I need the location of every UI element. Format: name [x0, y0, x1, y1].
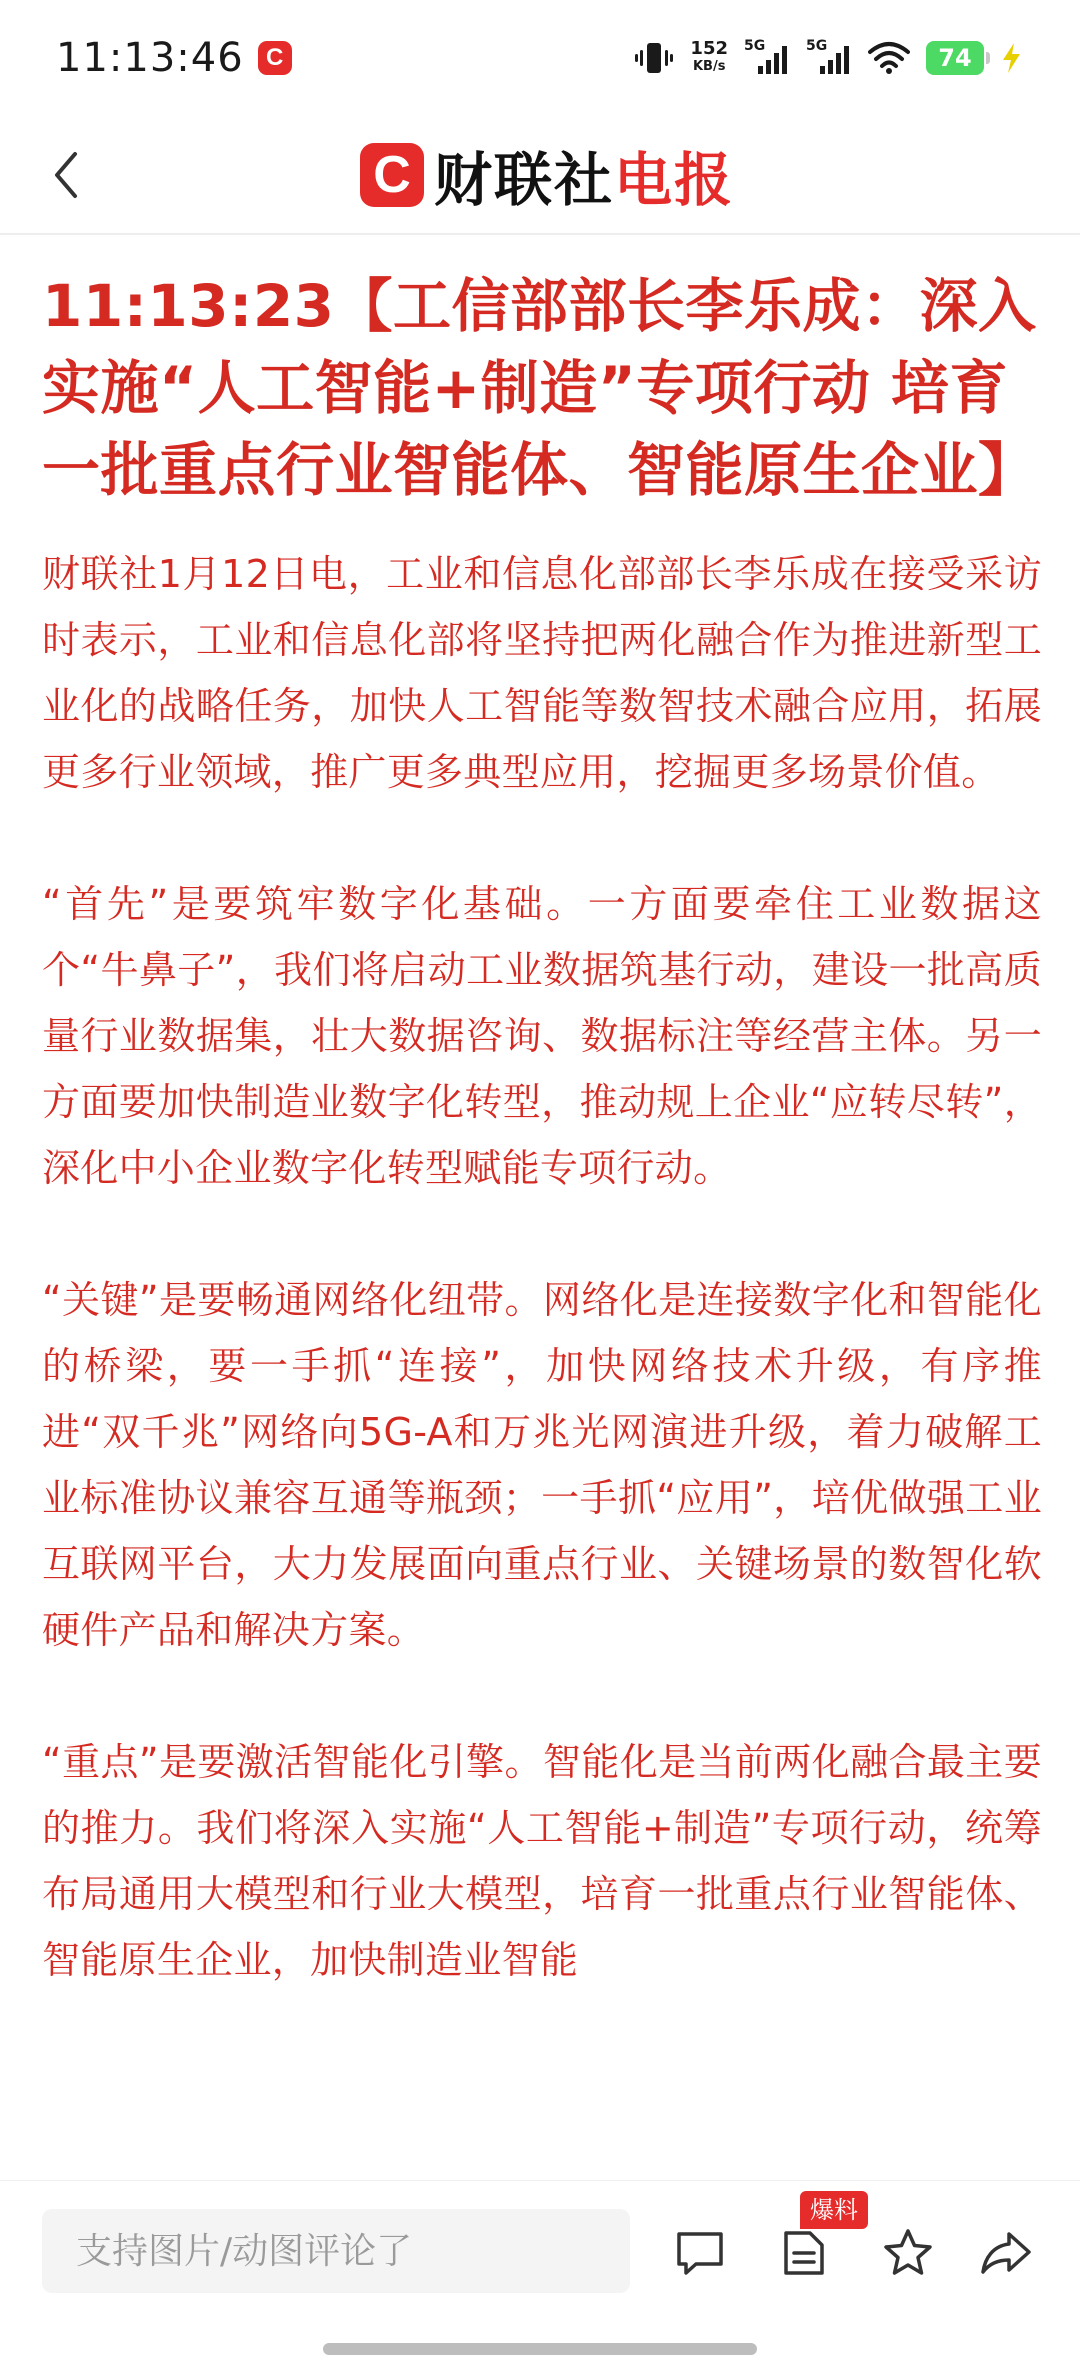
baoliao-button[interactable]	[776, 2225, 832, 2281]
battery-icon: 74	[926, 41, 984, 75]
signal-label-2: 5G	[806, 37, 828, 54]
brand-name-red: 电报	[614, 146, 735, 214]
chevron-left-icon	[51, 150, 81, 200]
document-icon	[780, 2227, 828, 2279]
charging-icon	[1000, 42, 1022, 74]
article-body	[42, 265, 1042, 2180]
status-time: 11:13:46	[56, 34, 244, 81]
status-left	[56, 35, 292, 81]
app-header	[0, 115, 1080, 235]
back-button[interactable]	[36, 145, 96, 205]
comment-input[interactable]	[42, 2209, 630, 2293]
network-speed-value: 152	[690, 37, 728, 59]
bottom-action-bar	[0, 2180, 1080, 2320]
article-paragraph: “关键”是要畅通网络化纽带。网络化是连接数字化和智能化的桥梁，要一手抓“连接”，加快网络技术升级，有序推进“双千兆”网络向5G-A和万兆光网演进升级，着力破解工业标准协议兼容互通等瓶颈；一手抓“应用”，培优做强工业互联网平台，大力发展面向重点行业、关键场景的数智化软硬件产品和解决方案。	[42, 1278, 1042, 1652]
comment-button[interactable]	[672, 2225, 728, 2281]
share-button[interactable]	[978, 2225, 1034, 2281]
share-icon	[979, 2228, 1033, 2278]
star-icon	[882, 2227, 934, 2279]
brand-name	[434, 133, 734, 217]
signal-icon-2	[806, 37, 852, 76]
app-notification-icon: C	[258, 41, 292, 75]
network-speed-unit: KB/s	[692, 58, 726, 74]
brand-logo	[360, 137, 734, 213]
signal-icon	[744, 37, 790, 76]
status-bar	[0, 0, 1080, 115]
favorite-button[interactable]	[880, 2225, 936, 2281]
status-right	[634, 37, 1022, 76]
article-paragraph: “重点”是要激活智能化引擎。智能化是当前两化融合最主要的推力。我们将深入实施“人工智能+制造”专项行动，统筹布局通用大模型和行业大模型，培育一批重点行业智能体、智能原生企业，加快制造业智能	[42, 1740, 1042, 1982]
wifi-icon	[868, 41, 910, 75]
article-paragraph: “首先”是要筑牢数字化基础。一方面要牵住工业数据这个“牛鼻子”，我们将启动工业数据筑基行动，建设一批高质量行业数据集，壮大数据咨询、数据标注等经营主体。另一方面要加快制造业数字化转型，推动规上企业“应转尽转”，深化中小企业数字化转型赋能专项行动。	[42, 882, 1042, 1190]
brand-name-black: 财联社	[434, 146, 615, 214]
brand-logo-mark: C	[360, 143, 424, 207]
comment-icon	[674, 2228, 726, 2278]
home-indicator[interactable]	[323, 2343, 757, 2355]
baoliao-badge[interactable]: 爆料	[800, 2191, 868, 2229]
signal-label: 5G	[744, 37, 766, 54]
network-speed	[690, 37, 728, 76]
article-headline: 11:13:23【工信部部长李乐成：深入实施“人工智能+制造”专项行动 培育一批重点行业智能体、智能原生企业】	[42, 272, 1037, 504]
vibrate-icon	[634, 40, 674, 76]
article-paragraph: 财联社1月12日电，工业和信息化部部长李乐成在接受采访时表示，工业和信息化部将坚持把两化融合作为推进新型工业化的战略任务，加快人工智能等数智技术融合应用，拓展更多行业领域，推广更多典型应用，挖掘更多场景价值。	[42, 552, 1042, 794]
